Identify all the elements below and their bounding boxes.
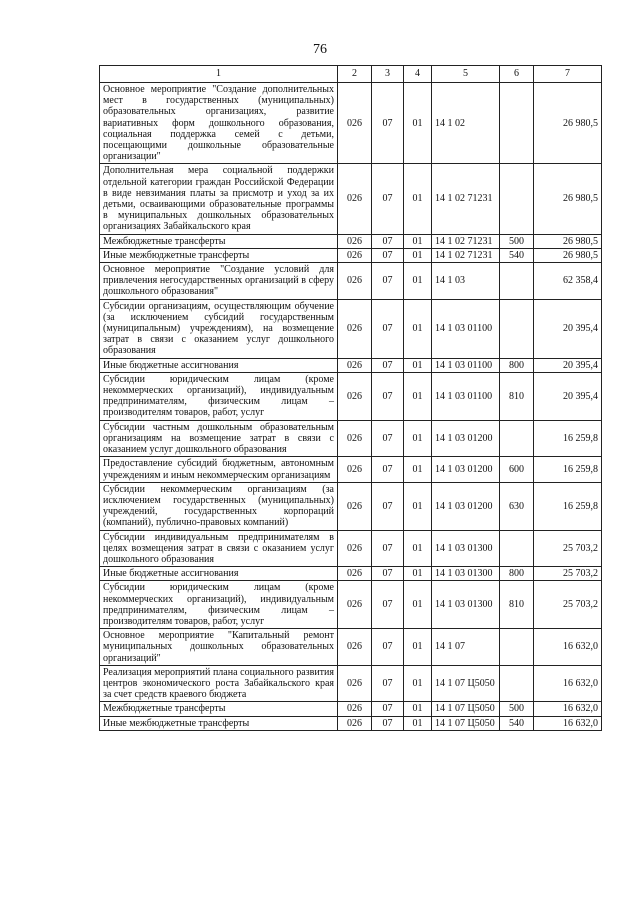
row-expense-type-cell — [500, 83, 534, 164]
table-row — [100, 248, 602, 262]
row-amount-cell: 16 632,0 — [534, 716, 602, 730]
row-section-cell: 07 — [372, 665, 404, 702]
row-amount-cell: 25 703,2 — [534, 530, 602, 567]
row-name-cell: Субсидии частным дошкольным образовательным организациям на возмещение затрат в связи с оказанием услуг дошкольного образования — [100, 420, 338, 457]
row-amount-cell: 16 632,0 — [534, 665, 602, 702]
row-target-article-cell: 14 1 07 Ц5050 — [432, 702, 500, 716]
row-subsection-cell: 01 — [404, 716, 432, 730]
row-section-cell: 07 — [372, 248, 404, 262]
row-amount-cell: 26 980,5 — [534, 248, 602, 262]
row-ministry-cell: 026 — [338, 83, 372, 164]
row-amount-cell: 16 259,8 — [534, 457, 602, 482]
row-target-article-cell: 14 1 03 — [432, 263, 500, 300]
table-row — [100, 702, 602, 716]
row-ministry-cell: 026 — [338, 629, 372, 666]
row-name-cell: Основное мероприятие "Создание дополнительных мест в государственных (муниципальных) образовательных организациях, развитие вариативных форм дошкольного образования, социальная поддержка семей с детьми, посещающими дошкольные образовательные организации" — [100, 83, 338, 164]
row-amount-cell: 16 632,0 — [534, 702, 602, 716]
row-section-cell: 07 — [372, 629, 404, 666]
row-amount-cell: 20 395,4 — [534, 299, 602, 358]
column-header: 5 — [432, 66, 500, 83]
row-target-article-cell: 14 1 02 71231 — [432, 164, 500, 234]
table-header-row — [100, 66, 602, 83]
row-name-cell: Субсидии индивидуальным предпринимателям в целях возмещения затрат в связи с оказанием услуг дошкольного образования — [100, 530, 338, 567]
table-row — [100, 263, 602, 300]
row-expense-type-cell: 540 — [500, 248, 534, 262]
row-ministry-cell: 026 — [338, 581, 372, 629]
row-ministry-cell: 026 — [338, 372, 372, 420]
row-subsection-cell: 01 — [404, 164, 432, 234]
table-row — [100, 83, 602, 164]
row-name-cell: Иные бюджетные ассигнования — [100, 567, 338, 581]
row-name-cell: Субсидии юридическим лицам (кроме некоммерческих организаций), индивидуальным предпринимателям, физическим лицам – производителям товаров, работ, услуг — [100, 581, 338, 629]
row-target-article-cell: 14 1 03 01100 — [432, 358, 500, 372]
row-expense-type-cell: 810 — [500, 581, 534, 629]
table-row — [100, 581, 602, 629]
row-subsection-cell: 01 — [404, 248, 432, 262]
table-row — [100, 234, 602, 248]
row-section-cell: 07 — [372, 263, 404, 300]
table-row — [100, 665, 602, 702]
row-amount-cell: 16 632,0 — [534, 629, 602, 666]
row-target-article-cell: 14 1 03 01300 — [432, 530, 500, 567]
row-section-cell: 07 — [372, 164, 404, 234]
row-section-cell: 07 — [372, 702, 404, 716]
row-amount-cell: 20 395,4 — [534, 358, 602, 372]
row-expense-type-cell — [500, 629, 534, 666]
row-subsection-cell: 01 — [404, 702, 432, 716]
row-ministry-cell: 026 — [338, 234, 372, 248]
row-ministry-cell: 026 — [338, 702, 372, 716]
row-name-cell: Межбюджетные трансферты — [100, 702, 338, 716]
row-target-article-cell: 14 1 03 01200 — [432, 482, 500, 530]
row-target-article-cell: 14 1 03 01200 — [432, 420, 500, 457]
row-section-cell: 07 — [372, 457, 404, 482]
row-amount-cell: 26 980,5 — [534, 234, 602, 248]
row-section-cell: 07 — [372, 234, 404, 248]
row-amount-cell: 25 703,2 — [534, 567, 602, 581]
row-expense-type-cell: 600 — [500, 457, 534, 482]
table-row — [100, 420, 602, 457]
row-expense-type-cell: 500 — [500, 702, 534, 716]
row-name-cell: Субсидии юридическим лицам (кроме некоммерческих организаций), индивидуальным предпринимателям, физическим лицам – производителям товаров, работ, услуг — [100, 372, 338, 420]
row-ministry-cell: 026 — [338, 358, 372, 372]
row-section-cell: 07 — [372, 420, 404, 457]
row-ministry-cell: 026 — [338, 299, 372, 358]
row-section-cell: 07 — [372, 716, 404, 730]
row-expense-type-cell — [500, 420, 534, 457]
row-name-cell: Основное мероприятие "Создание условий для привлечения негосударственных организаций в сферу дошкольного образования" — [100, 263, 338, 300]
row-section-cell: 07 — [372, 567, 404, 581]
row-section-cell: 07 — [372, 83, 404, 164]
row-target-article-cell: 14 1 07 Ц5050 — [432, 716, 500, 730]
row-amount-cell: 16 259,8 — [534, 482, 602, 530]
row-amount-cell: 25 703,2 — [534, 581, 602, 629]
row-name-cell: Иные межбюджетные трансферты — [100, 248, 338, 262]
row-name-cell: Основное мероприятие "Капитальный ремонт муниципальных дошкольных образовательных организаций" — [100, 629, 338, 666]
row-name-cell: Субсидии некоммерческим организациям (за исключением государственных (муниципальных) учреждений, государственных корпораций (компаний), публично-правовых компаний) — [100, 482, 338, 530]
row-expense-type-cell — [500, 299, 534, 358]
row-ministry-cell: 026 — [338, 716, 372, 730]
row-amount-cell: 26 980,5 — [534, 164, 602, 234]
row-expense-type-cell: 630 — [500, 482, 534, 530]
row-ministry-cell: 026 — [338, 420, 372, 457]
table-row — [100, 716, 602, 730]
row-ministry-cell: 026 — [338, 482, 372, 530]
row-section-cell: 07 — [372, 482, 404, 530]
row-target-article-cell: 14 1 07 — [432, 629, 500, 666]
row-target-article-cell: 14 1 02 71231 — [432, 248, 500, 262]
row-ministry-cell: 026 — [338, 263, 372, 300]
row-ministry-cell: 026 — [338, 530, 372, 567]
row-target-article-cell: 14 1 02 71231 — [432, 234, 500, 248]
row-subsection-cell: 01 — [404, 420, 432, 457]
table-row — [100, 567, 602, 581]
row-section-cell: 07 — [372, 530, 404, 567]
row-amount-cell: 20 395,4 — [534, 372, 602, 420]
row-expense-type-cell: 800 — [500, 567, 534, 581]
row-ministry-cell: 026 — [338, 248, 372, 262]
row-name-cell: Субсидии организациям, осуществляющим обучение (за исключением субсидий государственным (муниципальным) учреждениям), на возмещение затрат в связи с оказанием услуг дошкольного образования — [100, 299, 338, 358]
row-subsection-cell: 01 — [404, 482, 432, 530]
row-amount-cell: 26 980,5 — [534, 83, 602, 164]
row-subsection-cell: 01 — [404, 567, 432, 581]
row-ministry-cell: 026 — [338, 164, 372, 234]
row-name-cell: Межбюджетные трансферты — [100, 234, 338, 248]
table-row — [100, 457, 602, 482]
row-name-cell: Реализация мероприятий плана социального развития центров экономического роста Забайкальского края за счет средств краевого бюджета — [100, 665, 338, 702]
column-header: 4 — [404, 66, 432, 83]
row-expense-type-cell — [500, 164, 534, 234]
row-target-article-cell: 14 1 03 01200 — [432, 457, 500, 482]
table-row — [100, 299, 602, 358]
row-expense-type-cell: 540 — [500, 716, 534, 730]
column-header: 6 — [500, 66, 534, 83]
row-expense-type-cell: 810 — [500, 372, 534, 420]
table-row — [100, 372, 602, 420]
row-name-cell: Предоставление субсидий бюджетным, автономным учреждениям и иным некоммерческим организациям — [100, 457, 338, 482]
row-subsection-cell: 01 — [404, 530, 432, 567]
row-expense-type-cell — [500, 263, 534, 300]
row-expense-type-cell: 800 — [500, 358, 534, 372]
row-subsection-cell: 01 — [404, 457, 432, 482]
row-target-article-cell: 14 1 07 Ц5050 — [432, 665, 500, 702]
row-subsection-cell: 01 — [404, 665, 432, 702]
row-amount-cell: 62 358,4 — [534, 263, 602, 300]
row-subsection-cell: 01 — [404, 581, 432, 629]
row-target-article-cell: 14 1 03 01300 — [432, 581, 500, 629]
table-row — [100, 530, 602, 567]
row-expense-type-cell: 500 — [500, 234, 534, 248]
row-expense-type-cell — [500, 665, 534, 702]
table-row — [100, 164, 602, 234]
row-name-cell: Иные межбюджетные трансферты — [100, 716, 338, 730]
row-target-article-cell: 14 1 02 — [432, 83, 500, 164]
row-target-article-cell: 14 1 03 01100 — [432, 372, 500, 420]
row-target-article-cell: 14 1 03 01300 — [432, 567, 500, 581]
row-ministry-cell: 026 — [338, 665, 372, 702]
table-row — [100, 358, 602, 372]
row-subsection-cell: 01 — [404, 372, 432, 420]
column-header: 7 — [534, 66, 602, 83]
table-row — [100, 629, 602, 666]
row-section-cell: 07 — [372, 372, 404, 420]
row-section-cell: 07 — [372, 581, 404, 629]
row-amount-cell: 16 259,8 — [534, 420, 602, 457]
row-name-cell: Иные бюджетные ассигнования — [100, 358, 338, 372]
row-subsection-cell: 01 — [404, 358, 432, 372]
table-row — [100, 482, 602, 530]
row-subsection-cell: 01 — [404, 234, 432, 248]
budget-table — [99, 65, 602, 731]
row-expense-type-cell — [500, 530, 534, 567]
row-target-article-cell: 14 1 03 01100 — [432, 299, 500, 358]
table-body — [100, 83, 602, 731]
row-section-cell: 07 — [372, 358, 404, 372]
page-number: 76 — [313, 42, 327, 57]
column-header: 1 — [100, 66, 338, 83]
row-subsection-cell: 01 — [404, 299, 432, 358]
row-name-cell: Дополнительная мера социальной поддержки отдельной категории граждан Российской Федерации в виде невзимания платы за присмотр и уход за их детьми, осваивающими образовательные программы в муниципальных дошкольных образовательных организациях Забайкальского края — [100, 164, 338, 234]
row-section-cell: 07 — [372, 299, 404, 358]
row-ministry-cell: 026 — [338, 567, 372, 581]
column-header: 3 — [372, 66, 404, 83]
row-subsection-cell: 01 — [404, 629, 432, 666]
row-subsection-cell: 01 — [404, 83, 432, 164]
column-header: 2 — [338, 66, 372, 83]
row-ministry-cell: 026 — [338, 457, 372, 482]
row-subsection-cell: 01 — [404, 263, 432, 300]
